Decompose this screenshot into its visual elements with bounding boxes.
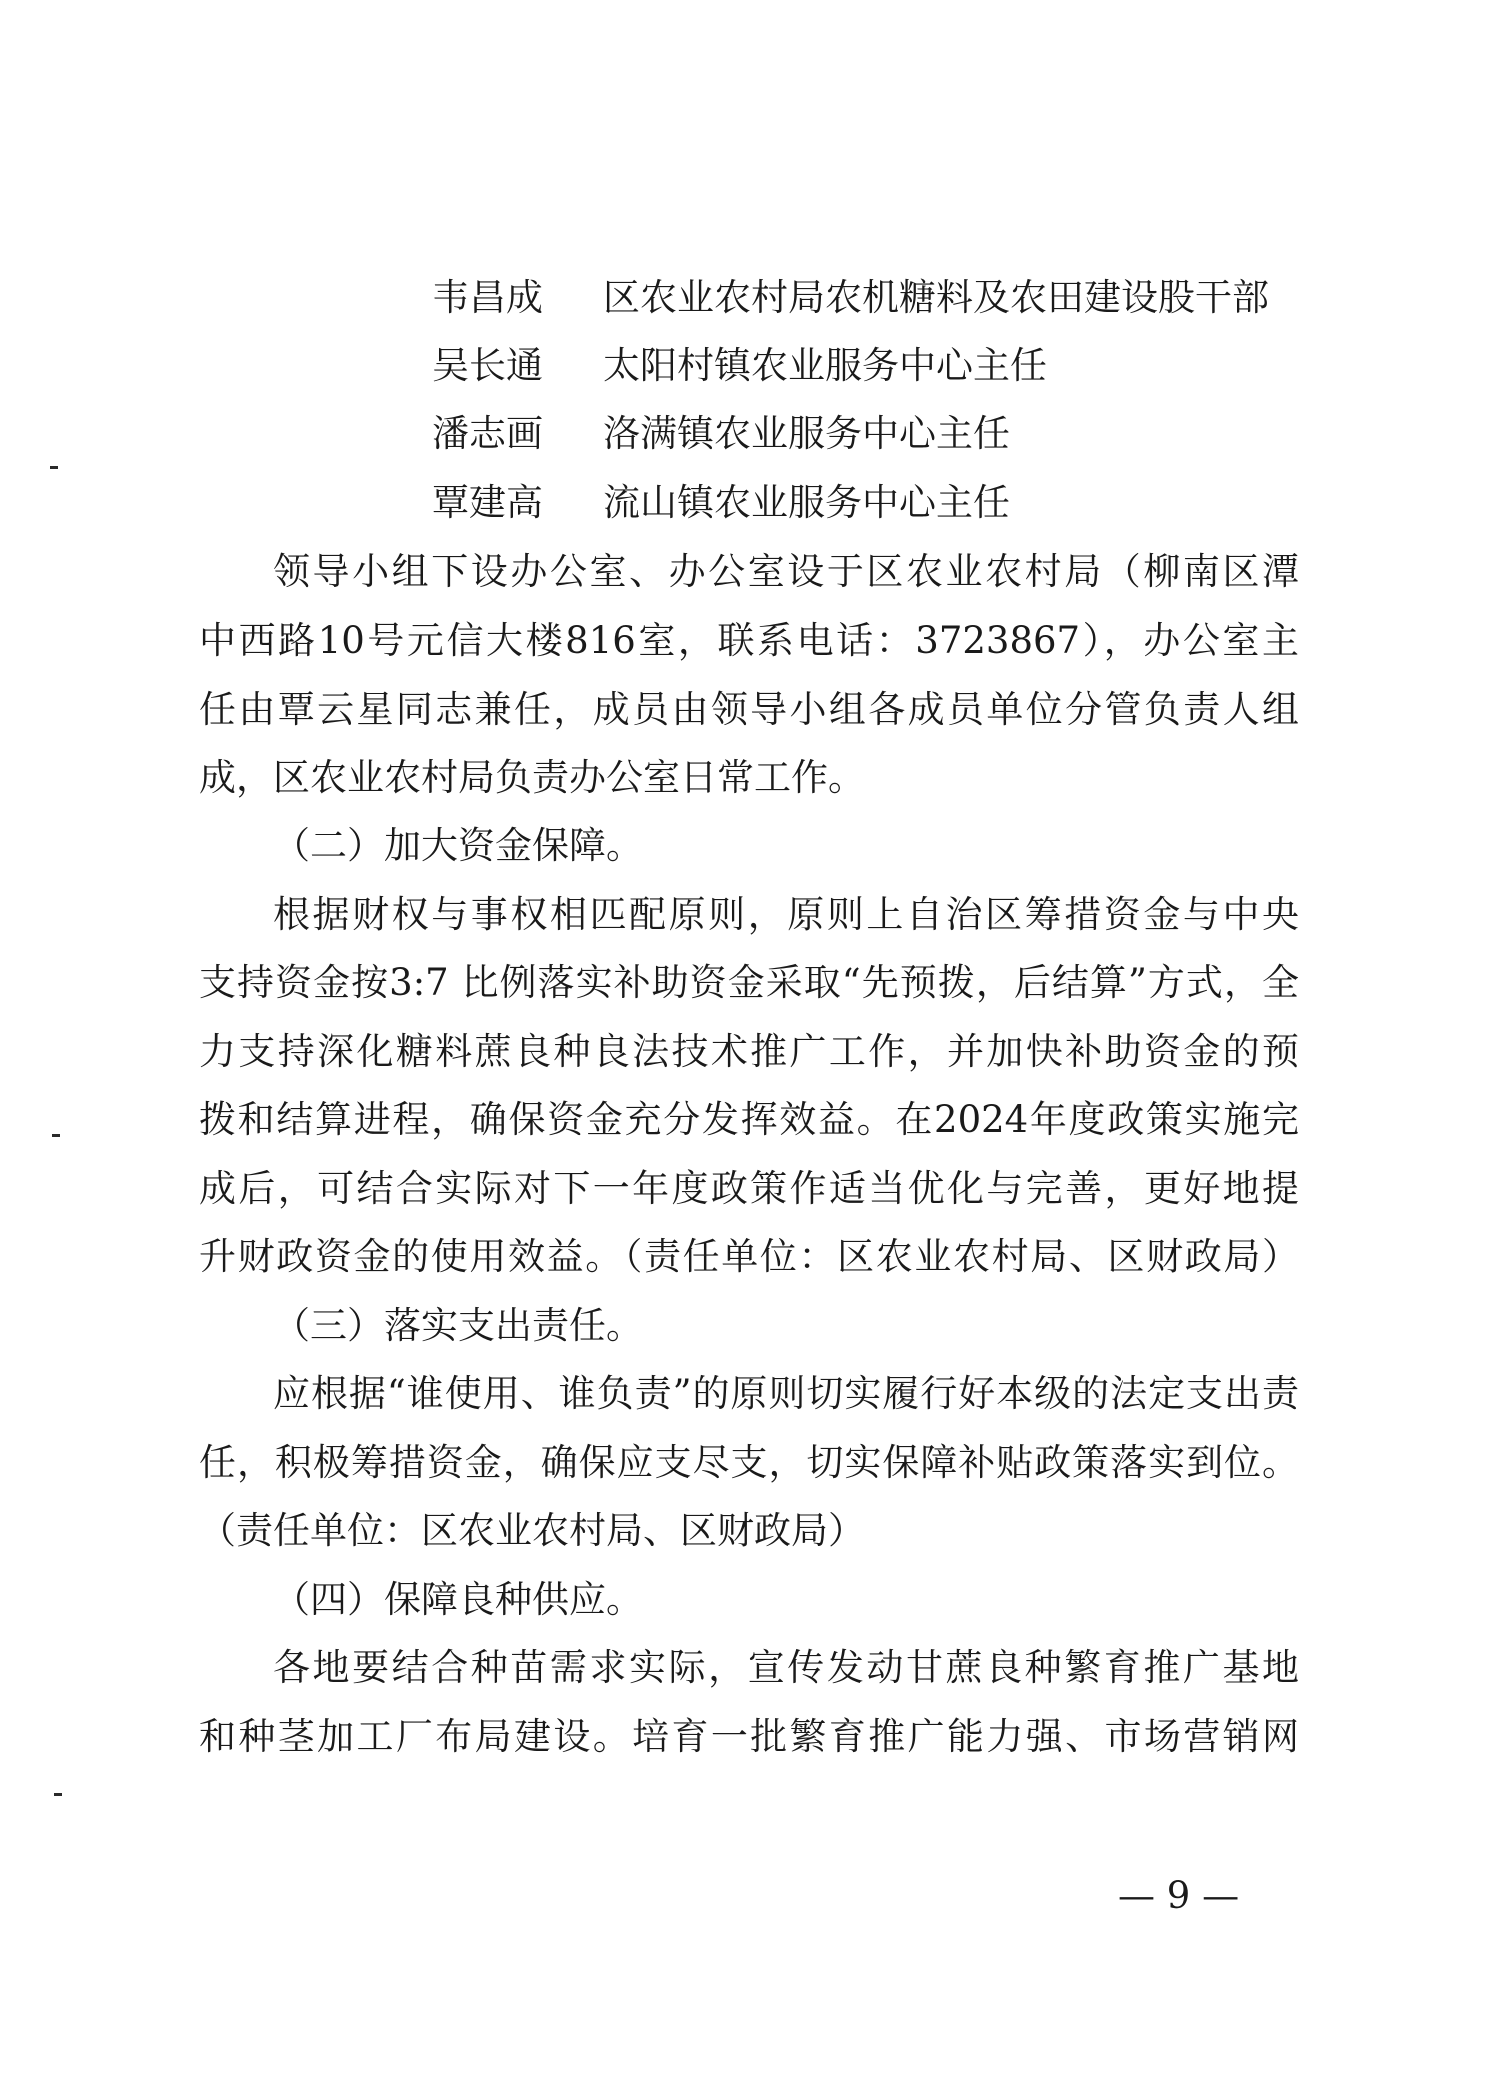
scan-mark [52, 1134, 60, 1137]
paragraph-line: 领导小组下设办公室、办公室设于区农业农村局（柳南区潭 [273, 550, 1299, 593]
paragraph-line: 各地要结合种苗需求实际，宣传发动甘蔗良种繁育推广基地 [273, 1646, 1299, 1689]
roster-name: 吴长通 [432, 344, 543, 387]
paragraph-line: 成，区农业农村局负责办公室日常工作。 [199, 756, 865, 799]
paragraph-line: 任由覃云星同志兼任，成员由领导小组各成员单位分管负责人组 [199, 688, 1299, 731]
roster-name: 覃建高 [432, 481, 543, 524]
paragraph-line: 升财政资金的使用效益。（责任单位：区农业农村局、区财政局） [199, 1235, 1299, 1278]
roster-name: 潘志画 [432, 412, 543, 455]
scan-mark [50, 466, 58, 469]
page-number: — 9 — [1118, 1874, 1240, 1917]
paragraph-line: （责任单位：区农业农村局、区财政局） [199, 1509, 865, 1552]
paragraph-line: 力支持深化糖料蔗良种良法技术推广工作，并加快补助资金的预 [199, 1030, 1299, 1073]
scan-mark [54, 1793, 62, 1796]
paragraph-line: 中西路10号元信大楼816室，联系电话：3723867），办公室主 [199, 619, 1299, 662]
roster-role: 洛满镇农业服务中心主任 [603, 412, 1010, 455]
roster-role: 区农业农村局农机糖料及农田建设股干部 [603, 276, 1269, 319]
section-heading: （三）落实支出责任。 [273, 1304, 643, 1347]
paragraph-line: 成后，可结合实际对下一年度政策作适当优化与完善，更好地提 [199, 1167, 1299, 1210]
paragraph-line: 拨和结算进程，确保资金充分发挥效益。在2024年度政策实施完 [199, 1098, 1299, 1141]
paragraph-line: 支持资金按3:7 比例落实补助资金采取“先预拨，后结算”方式，全 [199, 961, 1299, 1004]
roster-role: 流山镇农业服务中心主任 [603, 481, 1010, 524]
section-heading: （四）保障良种供应。 [273, 1578, 643, 1621]
paragraph-line: 根据财权与事权相匹配原则，原则上自治区筹措资金与中央 [273, 893, 1299, 936]
section-heading: （二）加大资金保障。 [273, 824, 643, 867]
paragraph-line: 应根据“谁使用、谁负责”的原则切实履行好本级的法定支出责 [273, 1372, 1299, 1415]
paragraph-line: 任，积极筹措资金，确保应支尽支，切实保障补贴政策落实到位。 [199, 1441, 1299, 1484]
roster-name: 韦昌成 [432, 276, 543, 319]
roster-role: 太阳村镇农业服务中心主任 [603, 344, 1047, 387]
paragraph-line: 和种茎加工厂布局建设。培育一批繁育推广能力强、市场营销网 [199, 1715, 1299, 1758]
